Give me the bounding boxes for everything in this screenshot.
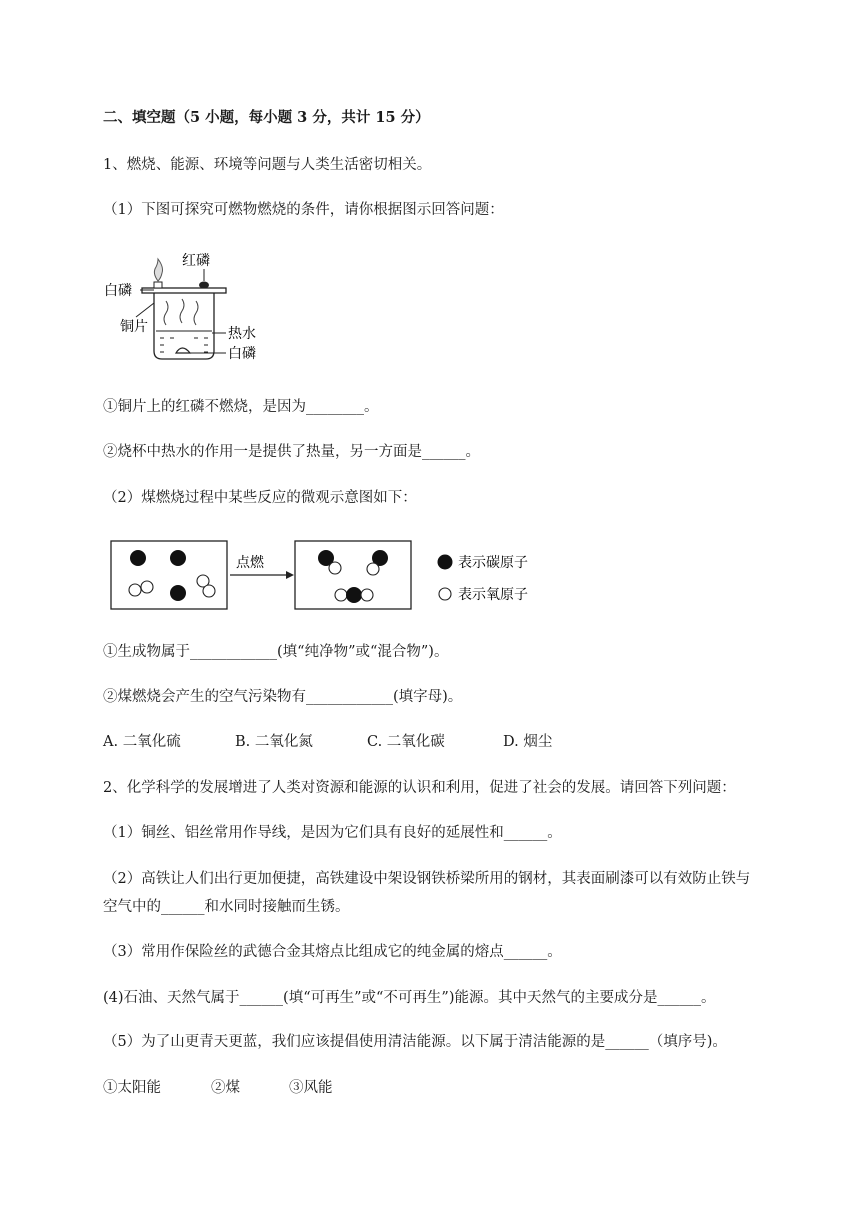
legend-oxygen: 表示氧原子	[458, 587, 528, 603]
oxygen-atom-legend-icon	[439, 588, 451, 600]
question-2-part-1: （1）铜丝、铝丝常用作导线，是因为它们具有良好的延展性和______。	[103, 825, 562, 841]
question-1-sub-4: ②煤燃烧会产生的空气污染物有____________(填字母)。	[103, 689, 463, 705]
label-red-phosphorus: 红磷	[182, 253, 210, 269]
carbon-atom-legend-icon	[438, 555, 453, 570]
white-phosphorus-underwater	[176, 348, 190, 353]
question-2-part-2-line-2: 空气中的______和水同时接触而生锈。	[103, 899, 350, 915]
label-white-phosphorus-bottom: 白磷	[228, 346, 256, 362]
flame-icon	[154, 259, 162, 281]
arrow-label-ignite: 点燃	[236, 555, 264, 571]
red-phosphorus	[199, 282, 209, 289]
question-1-sub-3: ①生成物属于____________(填“纯净物”或“混合物”)。	[103, 644, 449, 660]
legend-carbon: 表示碳原子	[458, 555, 528, 571]
question-2-part-2-line-1: （2）高铁让人们出行更加便捷，高铁建设中架设钢铁桥梁所用的钢材，其表面刷漆可以有效防止铁与	[103, 871, 751, 887]
option-c: C. 二氧化碳	[367, 734, 445, 750]
answer-options	[103, 732, 552, 752]
question-1-sub-2: ②烧杯中热水的作用一是提供了热量，另一方面是______。	[103, 444, 480, 460]
option-d: D. 烟尘	[503, 734, 553, 750]
choice-coal: ②煤	[211, 1080, 240, 1096]
label-hot-water: 热水	[228, 326, 256, 342]
question-1-part-2: （2）煤燃烧过程中某些反应的微观示意图如下：	[103, 490, 417, 506]
combustion-experiment-figure	[100, 245, 270, 375]
white-phosphorus-on-plate	[154, 282, 162, 288]
label-white-phosphorus-top: 白磷	[104, 283, 132, 299]
section-title: 二、填空题（5 小题，每小题 3 分，共计 15 分）	[103, 109, 430, 126]
question-2-stem: 2、化学科学的发展增进了人类对资源和能源的认识和利用，促进了社会的发展。请回答下列问题：	[103, 780, 736, 796]
option-a: A. 二氧化硫	[103, 734, 181, 750]
micro-reaction-diagram	[108, 538, 548, 614]
copper-plate	[142, 288, 226, 293]
question-1-sub-1: ①铜片上的红磷不燃烧，是因为________。	[103, 399, 379, 415]
choice-solar: ①太阳能	[103, 1080, 161, 1096]
question-1-part-1: （1）下图可探究可燃物燃烧的条件，请你根据图示回答问题：	[103, 202, 504, 218]
question-2-part-3: （3）常用作保险丝的武德合金其熔点比组成它的纯金属的熔点______。	[103, 944, 562, 960]
question-2-part-5: （5）为了山更青天更蓝，我们应该提倡使用清洁能源。以下属于清洁能源的是______（填序号)。	[103, 1034, 727, 1050]
energy-choices	[103, 1078, 333, 1098]
option-b: B. 二氧化氮	[235, 734, 313, 750]
question-1-stem: 1、燃烧、能源、环境等问题与人类生活密切相关。	[103, 157, 432, 173]
question-2-part-4: (4)石油、天然气属于______(填“可再生”或“不可再生”)能源。其中天然气的主要成分是______。	[103, 990, 716, 1006]
choice-wind: ③风能	[289, 1080, 333, 1096]
label-copper-sheet: 铜片	[120, 319, 148, 335]
reactants-box	[111, 541, 227, 609]
